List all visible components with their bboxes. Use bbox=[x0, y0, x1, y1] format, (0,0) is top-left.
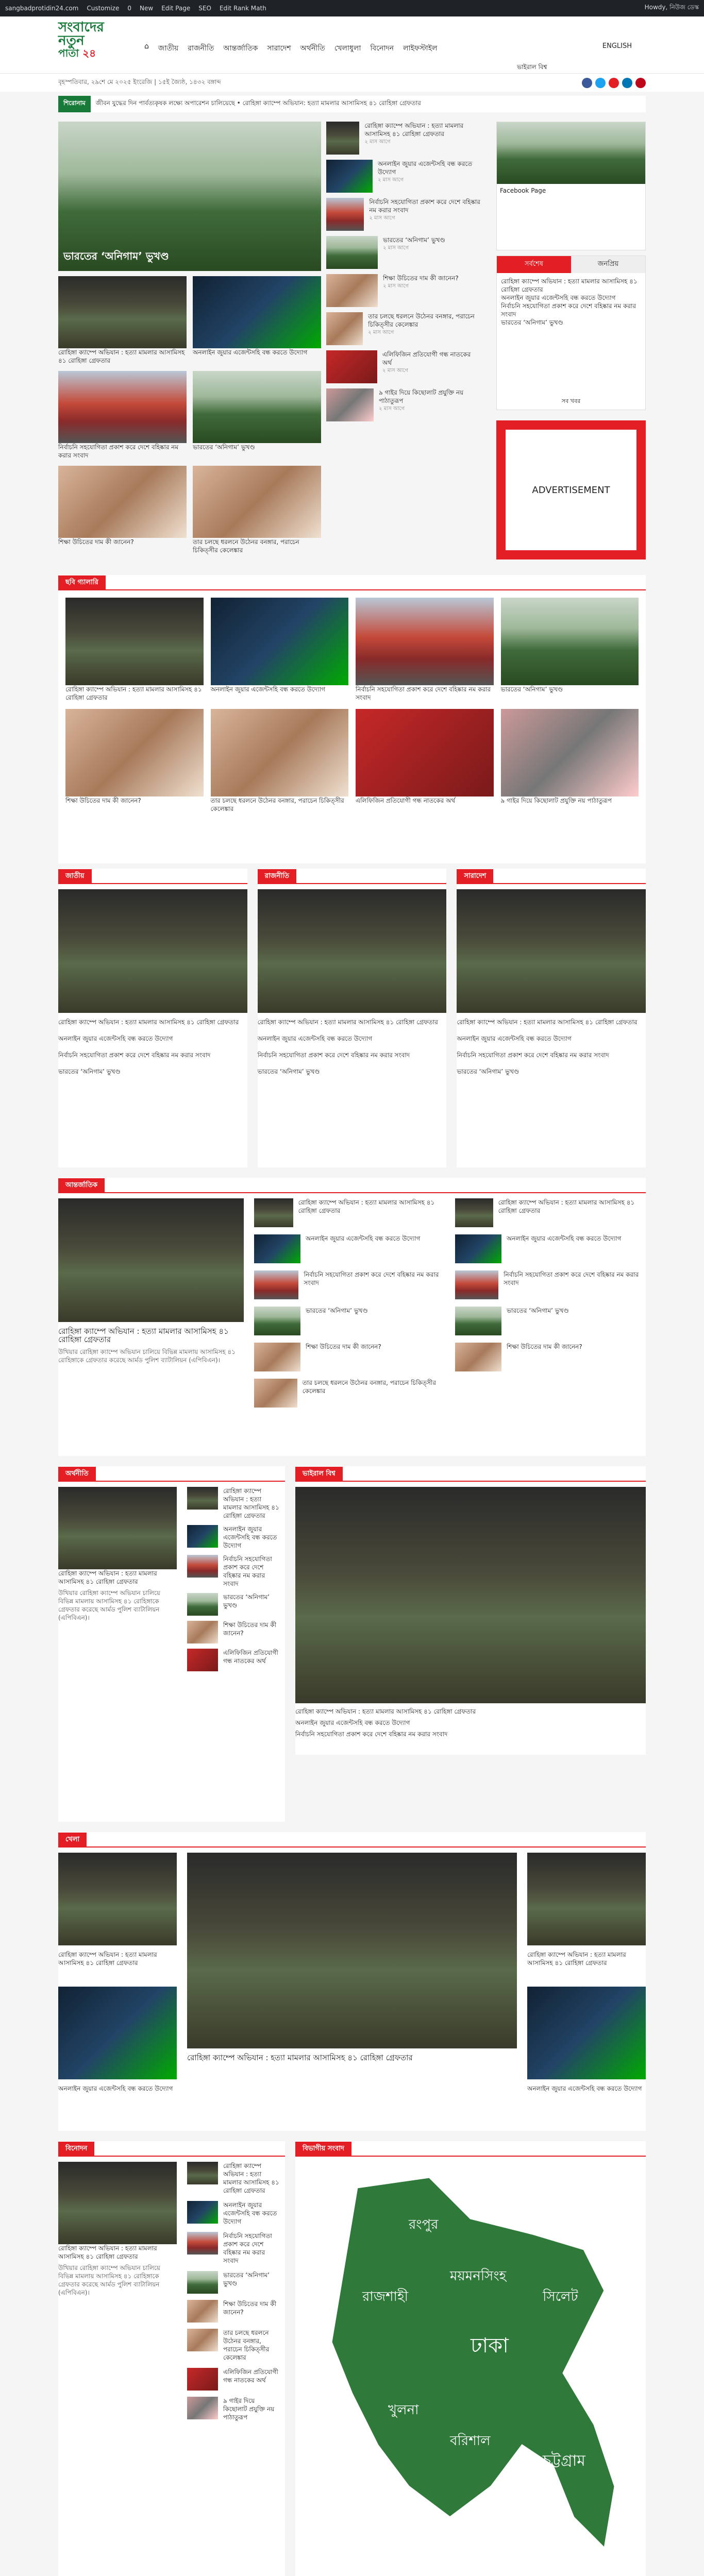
nav-item[interactable]: খেলাধুলা bbox=[334, 44, 361, 53]
list-item[interactable]: শিক্ষা উচিতের দাম কী জানেন? bbox=[455, 1343, 646, 1371]
linkedin-icon[interactable] bbox=[622, 78, 632, 88]
list-item[interactable]: রোহিঙ্গা ক্যাম্পে অভিযান : হত্যা মামলার আসামিসহ ৪১ রোহিঙ্গা গ্রেফতার bbox=[254, 1198, 450, 1227]
facebook-widget[interactable]: Facebook Page bbox=[496, 122, 646, 250]
nav-item[interactable]: সারাদেশ bbox=[267, 44, 291, 53]
grid-card[interactable]: ভারতের ‘অনিগাম’ ভুখণ্ড bbox=[193, 371, 321, 460]
list-item[interactable]: অনলাইন জুয়ার এজেন্টসহি বন্ধ করতে উদ্যোগ bbox=[257, 1035, 373, 1042]
nav-item[interactable]: লাইফস্টাইল bbox=[403, 44, 438, 53]
list-item[interactable]: রোহিঙ্গা ক্যাম্পে অভিযান : হত্যা মামলার আসামিসহ ৪১ রোহিঙ্গা গ্রেফতার ২ মাস আগে bbox=[326, 122, 481, 155]
nav-item-viral[interactable]: ভাইরাল বিশ্ব bbox=[517, 63, 547, 71]
map-label[interactable]: রংপুর bbox=[409, 2217, 439, 2232]
list-item[interactable]: ৯ গাইর দিয়ে কিছোলাট প্রযুক্তি নয় পাঠাতুরূপ ২ মাস আগে bbox=[326, 388, 481, 421]
three-col-section bbox=[58, 869, 646, 1167]
list-item[interactable]: অনলাইন জুয়ার এজেন্টসহি বন্ধ করতে উদ্যোগ ২ মাস আগে bbox=[326, 160, 481, 193]
home-icon[interactable]: ⌂ bbox=[144, 42, 149, 50]
intl-section: আন্তর্জাতিক রোহিঙ্গা ক্যাম্পে অভিযান : হত্যা মামলার আসামিসহ ৪১ রোহিঙ্গা গ্রেফতার উখিয়ার রোহিঙ্গা ক্যাম্পে অভিযান চালিয়ে বিভিন্ন মামলায় আসামিসহ ৪১ রোহিঙ্গাকে গ্রেফতার করেছে আর্মড পুলিশ ব্যাটালিয়ন (এপিবিএন)। রোহিঙ্গা ক্যাম্পে অভিযান : হত্যা মামলার আসামিসহ ৪১ রোহিঙ্গা গ্রেফতার অনলাইন জুয়ার এজেন্টসহি বন্ধ করতে উদ্যোগ নির্বাচনি সহযোগিতা প্রকাশ করে দেশে বহিষ্কার নম করার সংবাদ ভারতের ‘অনিগাম’ ভুখণ্ড শিক্ষা উচিতের দাম কী জানেন? তার চলছে ধরলনে উঠেনর বনঙ্গার, পরাচেন চিকিত্সীর কেলেঙ্কার রোহিঙ্গা ক্যাম্পে অভিযান : হত্যা মামলার আসামিসহ ৪১ রোহিঙ্গা গ্রেফতার অনলাইন জুয়ার এজেন্টসহি বন্ধ করতে উদ্যোগ নির্বাচনি সহযোগিতা প্রকাশ করে দেশে বহিষ্কার নম করার সংবাদ ভারতের ‘অনিগাম’ ভুখণ্ড শিক্ষা উচিতের দাম কী জানেন? bbox=[58, 1178, 646, 1456]
list-item[interactable]: অনলাইন জুয়ার এজেন্টসহি বন্ধ করতে উদ্যোগ bbox=[527, 2085, 642, 2092]
list-item[interactable]: রোহিঙ্গা ক্যাম্পে অভিযান : হত্যা মামলার আসামিসহ ৪১ রোহিঙ্গা গ্রেফতার bbox=[295, 1708, 476, 1715]
list-item[interactable]: নির্বাচনি সহযোগিতা প্রকাশ করে দেশে বহিষ্কার নম করার সংবাদ bbox=[254, 1270, 450, 1299]
youtube-icon[interactable] bbox=[609, 78, 619, 88]
nav-item[interactable]: আন্তর্জাতিক bbox=[223, 44, 258, 53]
grid-card[interactable]: রোহিঙ্গা ক্যাম্পে অভিযান : হত্যা মামলার আসামিসহ ৪১ রোহিঙ্গা গ্রেফতার bbox=[58, 276, 187, 365]
wp-new-link[interactable]: New bbox=[140, 5, 154, 12]
list-item[interactable]: ভারতের ‘অনিগাম’ ভুখণ্ড bbox=[187, 2271, 280, 2294]
grid-card[interactable]: শিক্ষা উচিতের দাম কী জানেন? bbox=[65, 709, 204, 813]
list-item[interactable]: ভারতের ‘অনিগাম’ ভুখণ্ড bbox=[58, 1068, 121, 1075]
photo-grid bbox=[58, 590, 646, 820]
nav-item[interactable]: রাজনীতি bbox=[188, 44, 214, 53]
list-item[interactable]: অনলাইন জুয়ার এজেন্টসহি বন্ধ করতে উদ্যোগ bbox=[455, 1234, 646, 1263]
wp-edit-page-link[interactable]: Edit Page bbox=[161, 5, 191, 12]
list-item[interactable]: ৯ গাইর দিয়ে কিছোলাট প্রযুক্তি নয় পাঠাতুরূপ bbox=[187, 2397, 280, 2421]
map-label[interactable]: বরিশাল bbox=[450, 2433, 491, 2449]
economy-viral-section bbox=[58, 1466, 646, 1822]
list-item[interactable]: নির্বাচনি সহযোগিতা প্রকাশ করে দেশে বহিষ্কার নম করার সংবাদ ২ মাস আগে bbox=[326, 198, 481, 231]
ad-banner[interactable]: ADVERTISEMENT bbox=[496, 420, 646, 560]
bangladesh-division-map[interactable] bbox=[295, 2157, 646, 2576]
list-item[interactable]: রোহিঙ্গা ক্যাম্পে অভিযান : হত্যা মামলার আসামিসহ ৪১ রোহিঙ্গা গ্রেফতার bbox=[187, 2162, 280, 2195]
grid-card[interactable]: ৯ গাইর দিয়ে কিছোলাট প্রযুক্তি নয় পাঠাতুরূপ bbox=[501, 709, 639, 813]
list-item[interactable]: অনলাইন জুয়ার এজেন্টসহি বন্ধ করতে উদ্যোগ bbox=[58, 2085, 173, 2092]
grid-card[interactable]: তার চলছে ধরলনে উঠেনর বনঙ্গার, পরাচেন চিকিত্সীর কেলেঙ্কার bbox=[211, 709, 349, 813]
ent-col: বিনোদন রোহিঙ্গা ক্যাম্পে অভিযান : হত্যা মামলার আসামিসহ ৪১ রোহিঙ্গা গ্রেফতার উখিয়ার রোহিঙ্গা ক্যাম্পে অভিযান চালিয়ে বিভিন্ন মামলায় আসামিসহ ৪১ রোহিঙ্গাকে গ্রেফতার করেছে আর্মড পুলিশ ব্যাটালিয়ন (এপিবিএন)। রোহিঙ্গা ক্যাম্পে অভিযান : হত্যা মামলার আসামিসহ ৪১ রোহিঙ্গা গ্রেফতার অনলাইন জুয়ার এজেন্টসহি বন্ধ করতে উদ্যোগ নির্বাচনি সহযোগিতা প্রকাশ করে দেশে বহিষ্কার নম করার সংবাদ ভারতের ‘অনিগাম’ ভুখণ্ড শিক্ষা উচিতের দাম কী জানেন? তার চলছে ধরলনে উঠেনর বনঙ্গার, পরাচেন চিকিত্সীর কেলেঙ্কার এলিফিজিন প্রতিযোগী গন্ধ নাতকের অর্থ ৯ গাইর দিয়ে কিছোলাট প্রযুক্তি নয় পাঠাতুরূপ bbox=[58, 2141, 285, 2576]
list-item[interactable]: নির্বাচনি সহযোগিতা প্রকাশ করে দেশে বহিষ্কার নম করার সংবাদ bbox=[187, 1555, 280, 1588]
tabs-widget bbox=[496, 256, 646, 410]
list-item[interactable]: নির্বাচনি সহযোগিতা প্রকাশ করে দেশে বহিষ্কার নম করার সংবাদ bbox=[58, 1052, 211, 1059]
list-item[interactable]: তার চলছে ধরলনে উঠেনর বনঙ্গার, পরাচেন চিকিত্সীর কেলেঙ্কার bbox=[187, 2329, 280, 2362]
list-item[interactable]: অনলাইন জুয়ার এজেন্টসহি বন্ধ করতে উদ্যোগ bbox=[295, 1719, 410, 1726]
ticker-label: শিরোনাম bbox=[58, 96, 91, 112]
lead-title[interactable]: রোহিঙ্গা ক্যাম্পে অভিযান : হত্যা মামলার আসামিসহ ৪১ রোহিঙ্গা গ্রেফতার bbox=[58, 2245, 157, 2260]
list-item[interactable]: তার চলছে ধরলনে উঠেনর বনঙ্গার, পরাচেন চিকিত্সীর কেলেঙ্কার ২ মাস আগে bbox=[326, 312, 481, 345]
social-links bbox=[582, 78, 646, 88]
list-item[interactable]: অনলাইন জুয়ার এজেন্টসহি বন্ধ করতে উদ্যোগ bbox=[58, 1035, 173, 1042]
current-date: বৃহস্পতিবার, ২৯শে মে ২০২৫ ইংরেজি | ১৫ই জ্যৈষ্ঠ, ১৪৩২ বঙ্গাব্দ bbox=[58, 78, 221, 86]
list-item[interactable]: নির্বাচনি সহযোগিতা প্রকাশ করে দেশে বহিষ্কার নম করার সংবাদ bbox=[295, 1731, 448, 1738]
politics-col: রাজনীতি রোহিঙ্গা ক্যাম্পে অভিযান : হত্যা মামলার আসামিসহ ৪১ রোহিঙ্গা গ্রেফতার অনলাইন জুয়ার এজেন্টসহি বন্ধ করতে উদ্যোগ নির্বাচনি সহযোগিতা প্রকাশ করে দেশে বহিষ্কার নম করার সংবাদ ভারতের ‘অনিগাম’ ভুখণ্ড bbox=[258, 869, 447, 1167]
list-item[interactable]: নির্বাচনি সহযোগিতা প্রকাশ করে দেশে বহিষ্কার নম করার সংবাদ bbox=[455, 1270, 646, 1299]
map-col: বিভাগীয় সংবাদ রংপুর রাজশাহী ময়মনসিংহ সিলেট ঢাকা খুলনা বরিশাল চট্টগ্রাম bbox=[295, 2141, 646, 2576]
nav-item[interactable]: জাতীয় bbox=[158, 44, 179, 53]
language-switch[interactable]: ENGLISH bbox=[602, 42, 632, 50]
all-news-link[interactable]: সব খবর bbox=[561, 398, 581, 404]
intl-excerpt: উখিয়ার রোহিঙ্গা ক্যাম্পে অভিযান চালিয়ে বিভিন্ন মামলায় আসামিসহ ৪১ রোহিঙ্গাকে গ্রেফতার করেছে আর্মড পুলিশ ব্যাটালিয়ন (এপিবিএন)। bbox=[58, 1348, 236, 1364]
viral-lead-image[interactable] bbox=[295, 1487, 646, 1703]
grid-card[interactable]: এলিফিজিন প্রতিযোগী গন্ধ নাতকের অর্থ bbox=[356, 709, 494, 813]
map-label[interactable]: রাজশাহী bbox=[362, 2289, 409, 2304]
list-item[interactable]: ভারতের ‘অনিগাম’ ভুখণ্ড bbox=[455, 1307, 646, 1335]
list-item[interactable]: এলিফিজিন প্রতিযোগী গন্ধ নাতকের অর্থ ২ মাস আগে bbox=[326, 350, 481, 383]
logo-top-text: সংবাদের নতুন bbox=[58, 20, 104, 48]
lead-grid bbox=[58, 276, 321, 554]
grid-card[interactable]: নির্বাচনি সহযোগিতা প্রকাশ করে দেশে বহিষ্কার নম করার সংবাদ bbox=[58, 371, 187, 460]
list-item[interactable]: ভারতের ‘অনিগাম’ ভুখণ্ড bbox=[457, 1068, 519, 1075]
list-item[interactable]: অনলাইন জুয়ার এজেন্টসহি বন্ধ করতে উদ্যোগ bbox=[457, 1035, 572, 1042]
list-item[interactable]: রোহিঙ্গা ক্যাম্পে অভিযান : হত্যা মামলার আসামিসহ ৪১ রোহিঙ্গা গ্রেফতার bbox=[58, 1951, 157, 1967]
wp-user-greeting[interactable]: Howdy, নিউজ ডেস্ক bbox=[644, 4, 699, 11]
lead-title[interactable]: ভারতের ‘অনিগাম’ ভুখণ্ড bbox=[63, 250, 169, 262]
logo-bottom-text: পাতা ২৪ bbox=[58, 47, 96, 59]
list-item[interactable]: অনলাইন জুয়ার এজেন্টসহি বন্ধ করতে উদ্যোগ bbox=[254, 1234, 450, 1263]
map-label[interactable]: চট্টগ্রাম bbox=[543, 2452, 585, 2470]
list-item[interactable]: নির্বাচনি সহযোগিতা প্রকাশ করে দেশে বহিষ্কার নম করার সংবাদ bbox=[187, 2232, 280, 2265]
admin-bar bbox=[0, 0, 704, 16]
ent-map-section bbox=[58, 2141, 646, 2576]
sports-lead-title[interactable]: রোহিঙ্গা ক্যাম্পে অভিযান : হত্যা মামলার আসামিসহ ৪১ রোহিঙ্গা গ্রেফতার bbox=[187, 2053, 413, 2062]
list-item[interactable]: নির্বাচনি সহযোগিতা প্রকাশ করে দেশে বহিষ্কার নম করার সংবাদ bbox=[457, 1052, 609, 1059]
site-logo[interactable] bbox=[58, 20, 120, 59]
tab-latest[interactable]: সর্বশেষ bbox=[497, 256, 571, 273]
ent-list bbox=[187, 2162, 280, 2428]
intl-lead-image[interactable] bbox=[58, 1198, 244, 1322]
map-label[interactable]: খুলনা bbox=[388, 2402, 419, 2418]
lead-title[interactable]: রোহিঙ্গা ক্যাম্পে অভিযান : হত্যা মামলার আসামিসহ ৪১ রোহিঙ্গা গ্রেফতার bbox=[257, 1019, 438, 1026]
national-col: জাতীয় রোহিঙ্গা ক্যাম্পে অভিযান : হত্যা মামলার আসামিসহ ৪১ রোহিঙ্গা গ্রেফতার অনলাইন জুয়ার এজেন্টসহি বন্ধ করতে উদ্যোগ নির্বাচনি সহযোগিতা প্রকাশ করে দেশে বহিষ্কার নম করার সংবাদ ভারতের ‘অনিগাম’ ভুখণ্ড bbox=[58, 869, 247, 1167]
section-header: ছবি গ্যালারি bbox=[58, 575, 646, 590]
viral-col: ভাইরাল বিশ্ব রোহিঙ্গা ক্যাম্পে অভিযান : হত্যা মামলার আসামিসহ ৪১ রোহিঙ্গা গ্রেফতার অনলাইন জুয়ার এজেন্টসহি বন্ধ করতে উদ্যোগ নির্বাচনি সহযোগিতা প্রকাশ করে দেশে বহিষ্কার নম করার সংবাদ bbox=[295, 1466, 646, 1755]
country-col: সারাদেশ রোহিঙ্গা ক্যাম্পে অভিযান : হত্যা মামলার আসামিসহ ৪১ রোহিঙ্গা গ্রেফতার অনলাইন জুয়ার এজেন্টসহি বন্ধ করতে উদ্যোগ নির্বাচনি সহযোগিতা প্রকাশ করে দেশে বহিষ্কার নম করার সংবাদ ভারতের ‘অনিগাম’ ভুখণ্ড bbox=[457, 869, 646, 1167]
list-item[interactable]: শিক্ষা উচিতের দাম কী জানেন? bbox=[254, 1343, 450, 1371]
wp-site-link[interactable]: sangbadprotidin24.com bbox=[5, 5, 79, 12]
wp-comments-count[interactable]: 0 bbox=[127, 5, 131, 12]
date-bar bbox=[0, 73, 704, 92]
map-label[interactable]: সিলেট bbox=[543, 2289, 578, 2304]
breaking-ticker bbox=[58, 96, 646, 112]
grid-card[interactable]: নির্বাচনি সহযোগিতা প্রকাশ করে দেশে বহিষ্কার নম করার সংবাদ bbox=[356, 598, 494, 702]
intl-list-a bbox=[254, 1198, 450, 1415]
list-item[interactable]: তার চলছে ধরলনে উঠেনর বনঙ্গার, পরাচেন চিকিত্সীর কেলেঙ্কার bbox=[254, 1379, 450, 1408]
list-item[interactable]: ভারতের ‘অনিগাম’ ভুখণ্ড ২ মাস আগে bbox=[326, 236, 481, 269]
list-item[interactable]: অনলাইন জুয়ার এজেন্টসহি বন্ধ করতে উদ্যোগ bbox=[187, 2201, 280, 2226]
intl-list-b bbox=[455, 1198, 646, 1379]
lead-section bbox=[58, 116, 646, 570]
grid-card[interactable]: ভারতের ‘অনিগাম’ ভুখণ্ড bbox=[501, 598, 639, 702]
list-item[interactable]: শিক্ষা উচিতের দাম কী জানেন? ২ মাস আগে bbox=[326, 274, 481, 307]
facebook-icon[interactable] bbox=[582, 78, 592, 88]
list-item[interactable]: নির্বাচনি সহযোগিতা প্রকাশ করে দেশে বহিষ্কার নম করার সংবাদ bbox=[257, 1052, 410, 1059]
economy-col: অর্থনীতি রোহিঙ্গা ক্যাম্পে অভিযান : হত্যা মামলার আসামিসহ ৪১ রোহিঙ্গা গ্রেফতার উখিয়ার রোহিঙ্গা ক্যাম্পে অভিযান চালিয়ে বিভিন্ন মামলায় আসামিসহ ৪১ রোহিঙ্গাকে গ্রেফতার করেছে আর্মড পুলিশ ব্যাটালিয়ন (এপিবিএন)। রোহিঙ্গা ক্যাম্পে অভিযান : হত্যা মামলার আসামিসহ ৪১ রোহিঙ্গা গ্রেফতার অনলাইন জুয়ার এজেন্টসহি বন্ধ করতে উদ্যোগ নির্বাচনি সহযোগিতা প্রকাশ করে দেশে বহিষ্কার নম করার সংবাদ ভারতের ‘অনিগাম’ ভুখণ্ড শিক্ষা উচিতের দাম কী জানেন? এলিফিজিন প্রতিযোগী গন্ধ নাতকের অর্থ bbox=[58, 1466, 285, 1822]
grid-card[interactable]: অনলাইন জুয়ার এজেন্টসহি বন্ধ করতে উদ্যোগ bbox=[193, 276, 321, 365]
lead-title[interactable]: রোহিঙ্গা ক্যাম্পে অভিযান : হত্যা মামলার আসামিসহ ৪১ রোহিঙ্গা গ্রেফতার bbox=[58, 1019, 239, 1026]
lead-title[interactable]: রোহিঙ্গা ক্যাম্পে অভিযান : হত্যা মামলার আসামিসহ ৪১ রোহিঙ্গা গ্রেফতার bbox=[58, 1570, 157, 1585]
list-item[interactable]: রোহিঙ্গা ক্যাম্পে অভিযান : হত্যা মামলার আসামিসহ ৪১ রোহিঙ্গা গ্রেফতার bbox=[187, 1487, 280, 1520]
sports-lead-image[interactable] bbox=[187, 1853, 517, 2048]
economy-list bbox=[187, 1487, 280, 1676]
list-item[interactable]: এলিফিজিন প্রতিযোগী গন্ধ নাতকের অর্থ bbox=[187, 2368, 280, 2391]
grid-card[interactable]: রোহিঙ্গা ক্যাম্পে অভিযান : হত্যা মামলার আসামিসহ ৪১ রোহিঙ্গা গ্রেফতার bbox=[65, 598, 204, 702]
main-nav bbox=[144, 42, 437, 55]
map-label[interactable]: ঢাকা bbox=[471, 2334, 509, 2358]
site-header bbox=[0, 16, 704, 73]
sports-section: খেলা রোহিঙ্গা ক্যাম্পে অভিযান : হত্যা মামলার আসামিসহ ৪১ রোহিঙ্গা গ্রেফতার অনলাইন জুয়ার এজেন্টসহি বন্ধ করতে উদ্যোগ রোহিঙ্গা ক্যাম্পে অভিযান : হত্যা মামলার আসামিসহ ৪১ রোহিঙ্গা গ্রেফতার রোহিঙ্গা ক্যাম্পে অভিযান : হত্যা মামলার আসামিসহ ৪১ রোহিঙ্গা গ্রেফতার অনলাইন জুয়ার এজেন্টসহি বন্ধ করতে উদ্যোগ bbox=[58, 1832, 646, 2131]
grid-card[interactable]: অনলাইন জুয়ার এজেন্টসহি বন্ধ করতে উদ্যোগ bbox=[211, 598, 349, 702]
pinterest-icon[interactable] bbox=[635, 78, 646, 88]
wp-customize-link[interactable]: Customize bbox=[87, 5, 120, 12]
twitter-icon[interactable] bbox=[595, 78, 606, 88]
tab-popular[interactable]: জনপ্রিয় bbox=[571, 256, 645, 273]
list-item[interactable]: রোহিঙ্গা ক্যাম্পে অভিযান : হত্যা মামলার আসামিসহ ৪১ রোহিঙ্গা গ্রেফতার bbox=[527, 1951, 626, 1967]
map-label[interactable]: ময়মনসিংহ bbox=[450, 2268, 507, 2284]
grid-card[interactable]: শিক্ষা উচিতের দাম কী জানেন? bbox=[58, 466, 187, 554]
nav-item[interactable]: বিনোদন bbox=[370, 44, 394, 53]
intl-lead-title[interactable]: রোহিঙ্গা ক্যাম্পে অভিযান : হত্যা মামলার আসামিসহ ৪১ রোহিঙ্গা গ্রেফতার bbox=[58, 1327, 229, 1344]
photo-section bbox=[58, 575, 646, 863]
lead-side-list bbox=[326, 122, 481, 427]
list-item[interactable]: ভারতের ‘অনিগাম’ ভুখণ্ড bbox=[254, 1307, 450, 1335]
list-item[interactable]: এলিফিজিন প্রতিযোগী গন্ধ নাতকের অর্থ bbox=[187, 1649, 280, 1671]
tab-list[interactable]: রোহিঙ্গা ক্যাম্পে অভিযান : হত্যা মামলার আসামিসহ ৪১ রোহিঙ্গা গ্রেফতার অনলাইন জুয়ার এজেন্টসহি বন্ধ করতে উদ্যোগ নির্বাচনি সহযোগিতা প্রকাশ করে দেশে বহিষ্কার নম করার সংবাদ ভারতের ‘অনিগাম’ ভুখণ্ড bbox=[501, 278, 638, 326]
nav-item[interactable]: অর্থনীতি bbox=[300, 44, 325, 53]
lead-image[interactable] bbox=[58, 122, 321, 271]
wp-rankmath-link[interactable]: Edit Rank Math bbox=[219, 5, 266, 12]
list-item[interactable]: রোহিঙ্গা ক্যাম্পে অভিযান : হত্যা মামলার আসামিসহ ৪১ রোহিঙ্গা গ্রেফতার bbox=[455, 1198, 646, 1227]
list-item[interactable]: ভারতের ‘অনিগাম’ ভুখণ্ড bbox=[187, 1593, 280, 1616]
grid-card[interactable]: তার চলছে ধরলনে উঠেনর বনঙ্গার, পরাচেন চিকিত্সীর কেলেঙ্কার bbox=[193, 466, 321, 554]
list-item[interactable]: ভারতের ‘অনিগাম’ ভুখণ্ড bbox=[257, 1068, 320, 1075]
lead-title[interactable]: রোহিঙ্গা ক্যাম্পে অভিযান : হত্যা মামলার আসামিসহ ৪১ রোহিঙ্গা গ্রেফতার bbox=[457, 1019, 638, 1026]
ticker-text[interactable]: জীবন যুদ্ধের দিন পার্বত্যকৃষক লক্ষ্যে অপারেশন চালিয়েছে • রোহিঙ্গা ক্যাম্পে অভিযান: হত্যা মামলার আসামিসহ ৪১ রোহিঙ্গা গ্রেফতার bbox=[95, 99, 421, 107]
wp-seo-link[interactable]: SEO bbox=[198, 5, 211, 12]
list-item[interactable]: অনলাইন জুয়ার এজেন্টসহি বন্ধ করতে উদ্যোগ bbox=[187, 1525, 280, 1550]
list-item[interactable]: শিক্ষা উচিতের দাম কী জানেন? bbox=[187, 2300, 280, 2323]
list-item[interactable]: শিক্ষা উচিতের দাম কী জানেন? bbox=[187, 1621, 280, 1643]
